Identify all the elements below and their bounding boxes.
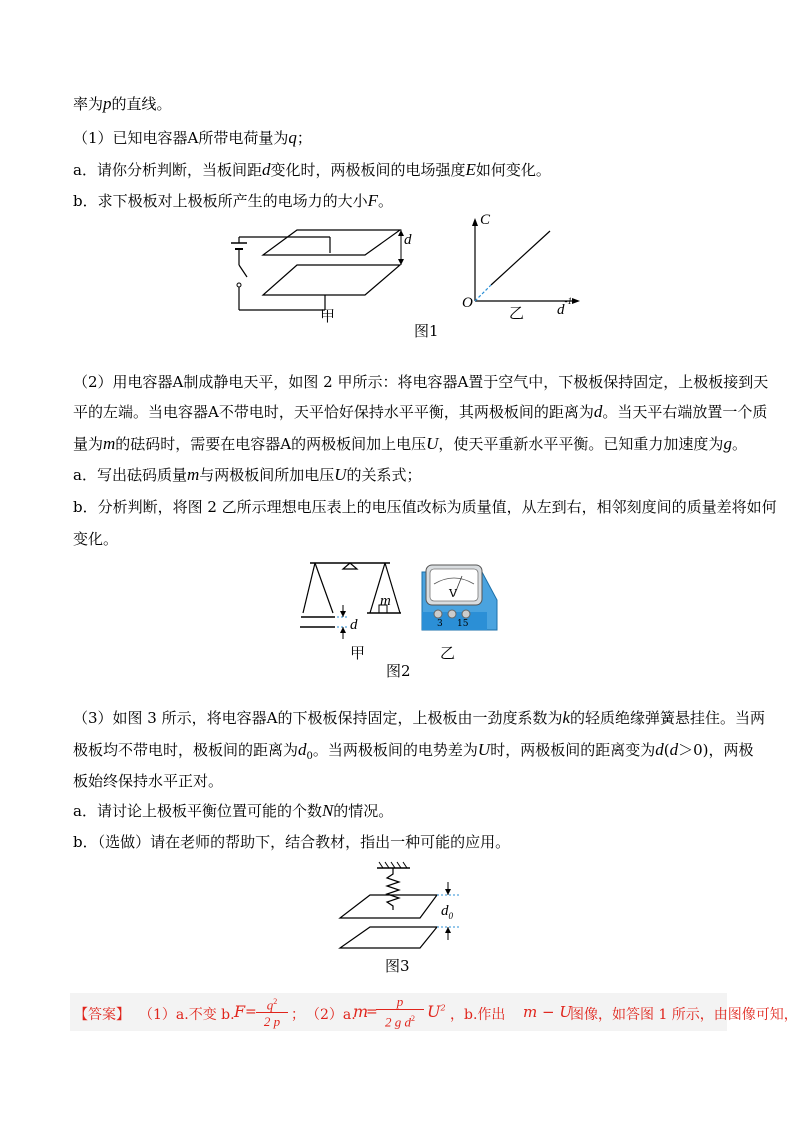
fig2-caption: 图2: [386, 662, 411, 680]
text-line-10: 变化。: [73, 530, 119, 548]
fig1-caption: 图1: [414, 322, 439, 340]
text-line-8: a．写出砝码质量m与两极板间所加电压U的关系式；: [73, 465, 422, 484]
fig1-c-label: C: [480, 212, 491, 228]
answer-tag: 【答案】: [74, 1007, 130, 1023]
answer-frac-2: $\frac{p}{2 g d^2}$: [376, 994, 424, 1030]
text-line-9: b．分析判断，将图 2 乙所示理想电压表上的电压值改标为质量值，从左到右，相邻刻度间的质量差将如何: [73, 498, 777, 516]
text-line-14: a．请讨论上极板平衡位置可能的个数N的情况。: [73, 801, 394, 820]
fig1-d-label: d: [404, 232, 412, 248]
answer-eq1: =: [245, 1004, 257, 1020]
text-line-5: （2）用电容器A制成静电天平，如图 2 甲所示：将电容器A置于空气中，下极板保持固定，上极板接到天: [73, 373, 769, 391]
answer-part4: 图像，如答图 1 所示，由图像可知，: [570, 1007, 798, 1023]
fig1-o-label: O: [462, 295, 473, 311]
answer-part1: （1）a.不变 b.: [139, 1007, 235, 1023]
text-line-1: 率为p的直线。: [73, 94, 172, 113]
answer-mu: m − U: [523, 1003, 572, 1021]
text-line-6: 平的左端。当电容器A不带电时，天平恰好保持水平平衡，其两极板间的距离为d。当天平右端放置一个质: [73, 402, 768, 421]
text-line-15: b．（选做）请在老师的帮助下，结合教材，指出一种可能的应用。: [73, 833, 511, 851]
fig3-d0-label: $d_0$: [441, 903, 453, 921]
fig3-caption: 图3: [385, 957, 410, 975]
answer-U: $U^2$: [427, 1002, 446, 1021]
meter-15-label: 15: [457, 619, 469, 629]
fig2-jia-label: 甲: [350, 644, 366, 662]
text-line-13: 板始终保持水平正对。: [73, 772, 224, 790]
fig1-dinv-label: $d^{-1}$: [557, 296, 572, 318]
text-line-4: b．求下极板对上极板所产生的电场力的大小F。: [73, 191, 394, 210]
fig2-yi-label: 乙: [440, 644, 456, 662]
fig1-jia-label: 甲: [320, 307, 336, 325]
answer-semi: ；: [291, 1007, 305, 1023]
fig2-d-label: d: [350, 617, 358, 633]
fig2-m-label: m: [380, 593, 391, 609]
answer-m: m: [353, 1002, 369, 1021]
meter-3-label: 3: [437, 619, 443, 629]
text-line-7: 量为m的砝码时，需要在电容器A的两极板间加上电压U，使天平重新水平平衡。已知重力加速度为g。: [73, 434, 747, 453]
answer-part2: （2）a.: [306, 1007, 356, 1023]
answer-F: F: [234, 1002, 246, 1021]
answer-box: [70, 993, 798, 1031]
text-line-11: （3）如图 3 所示，将电容器A的下极板保持固定，上极板由一劲度系数为k的轻质绝缘弹簧悬挂住。当两: [73, 708, 766, 727]
answer-frac-1: $\frac{q^2}{2 p}$: [256, 994, 288, 1030]
answer-part3: ，b.作出: [450, 1007, 506, 1023]
text-line-3: a．请你分析判断，当板间距d变化时，两极板间的电场强度E如何变化。: [73, 160, 551, 179]
fig1-yi-label: 乙: [509, 304, 525, 322]
answer-eq2: =: [366, 1004, 378, 1020]
text-line-2: （1）已知电容器A所带电荷量为q；: [73, 128, 312, 147]
text-line-12: 极板均不带电时，极板间的距离为$d_0$。当两极板间的电势差为U时，两极板间的距离变为d(d＞0)，两极: [73, 740, 754, 762]
meter-v-label: V: [449, 587, 457, 600]
